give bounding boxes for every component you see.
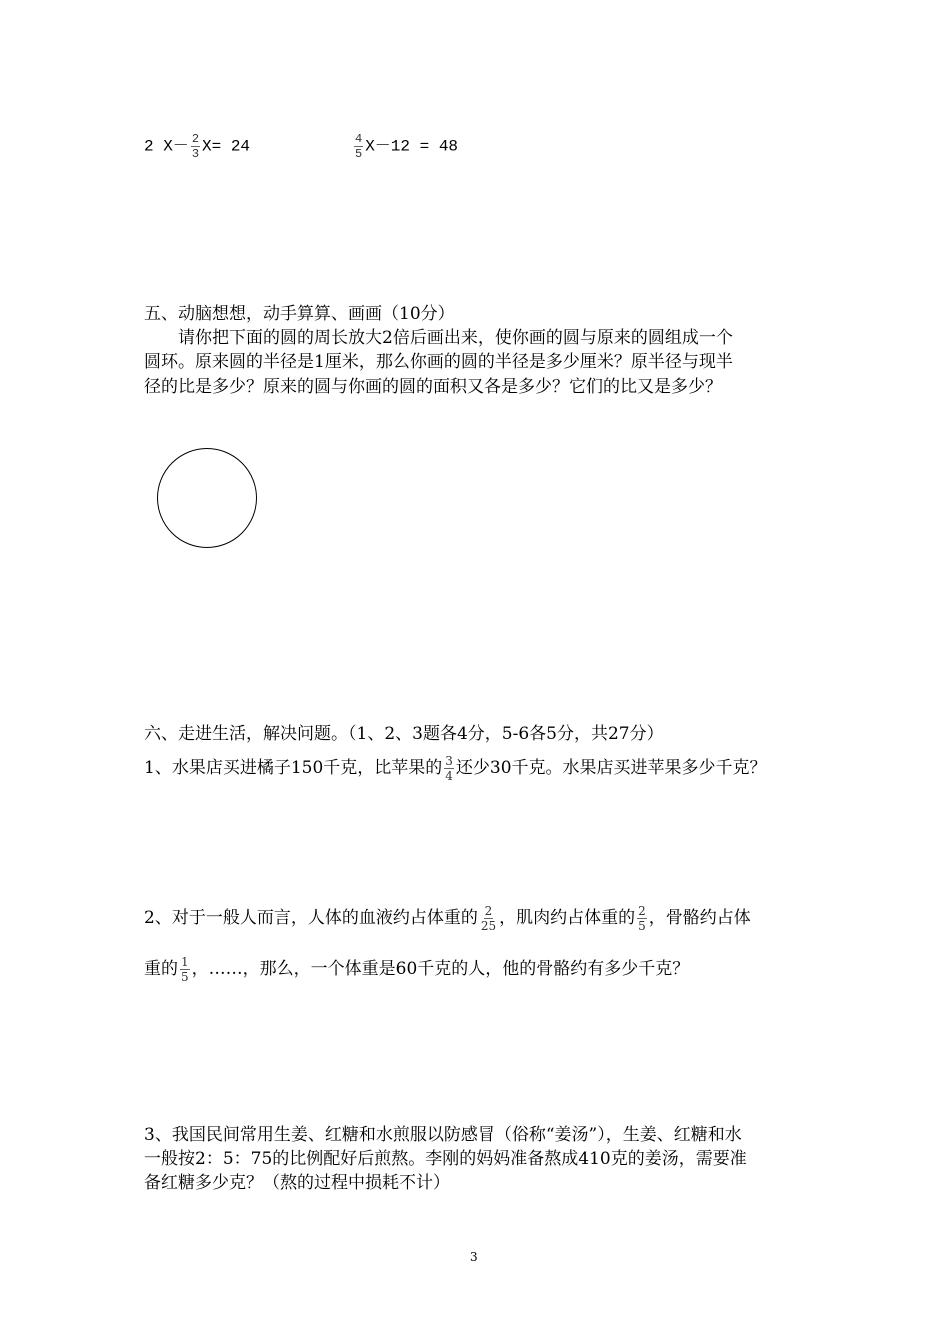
section-5-line-2: 圆环。原来圆的半径是1厘米，那么你画的圆的半径是多少厘米？原半径与现半 bbox=[144, 352, 733, 372]
fraction-2-3: $\frac{2}{3}$ bbox=[191, 132, 200, 161]
question-2-line-1: 2、对于一般人而言，人体的血液约占体重的 $\frac{2}{25}$ ，肌肉约占体重的 $\frac{2}{5}$ ，骨骼约占体 bbox=[144, 904, 751, 933]
fraction-1-5: $\frac{1}{5}$ bbox=[181, 955, 189, 984]
equation-1 bbox=[144, 132, 250, 161]
section-6-heading: 六、走进生活，解决问题。（1、2、3题各4分，5-6各5分，共27分） bbox=[144, 724, 664, 744]
fraction-2-25: $\frac{2}{25}$ bbox=[480, 904, 497, 933]
equation-2-suffix: X－12 = 48 bbox=[365, 137, 459, 156]
section-5-line-3: 径的比是多少？原来的圆与你画的圆的面积又各是多少？它们的比又是多少？ bbox=[144, 377, 722, 397]
question-1: 1、水果店买进橘子150千克，比苹果的 $\frac{3}{4}$ 还少30千克。水果店买进苹果多少千克？ bbox=[144, 754, 767, 783]
page-number: 3 bbox=[470, 1250, 478, 1264]
equation-2 bbox=[352, 132, 458, 161]
fraction-3-4: $\frac{3}{4}$ bbox=[445, 754, 453, 783]
equation-1-suffix: X= 24 bbox=[202, 137, 251, 156]
original-circle bbox=[157, 448, 257, 548]
question-3-line-1: 3、我国民间常用生姜、红糖和水煎服以防感冒（俗称“姜汤”），生姜、红糖和水 bbox=[144, 1125, 742, 1145]
question-3-line-2: 一般按2：5：75的比例配好后煎熬。李刚的妈妈准备熬成410克的姜汤，需要准 bbox=[144, 1149, 747, 1169]
question-3-line-3: 备红糖多少克？（熬的过程中损耗不计） bbox=[144, 1173, 450, 1193]
question-2-line-2: 重的 $\frac{1}{5}$ ，……，那么，一个体重是60千克的人，他的骨骼约有多少千克？ bbox=[144, 955, 690, 984]
section-5-line-1: 请你把下面的圆的周长放大2倍后画出来，使你画的圆与原来的圆组成一个 bbox=[178, 328, 733, 348]
equation-1-prefix: 2 X－ bbox=[144, 137, 189, 156]
fraction-2-5: $\frac{2}{5}$ bbox=[638, 904, 646, 933]
fraction-4-5: $\frac{4}{5}$ bbox=[355, 132, 363, 161]
section-5-heading: 五、动脑想想，动手算算、画画（10分） bbox=[144, 304, 455, 324]
